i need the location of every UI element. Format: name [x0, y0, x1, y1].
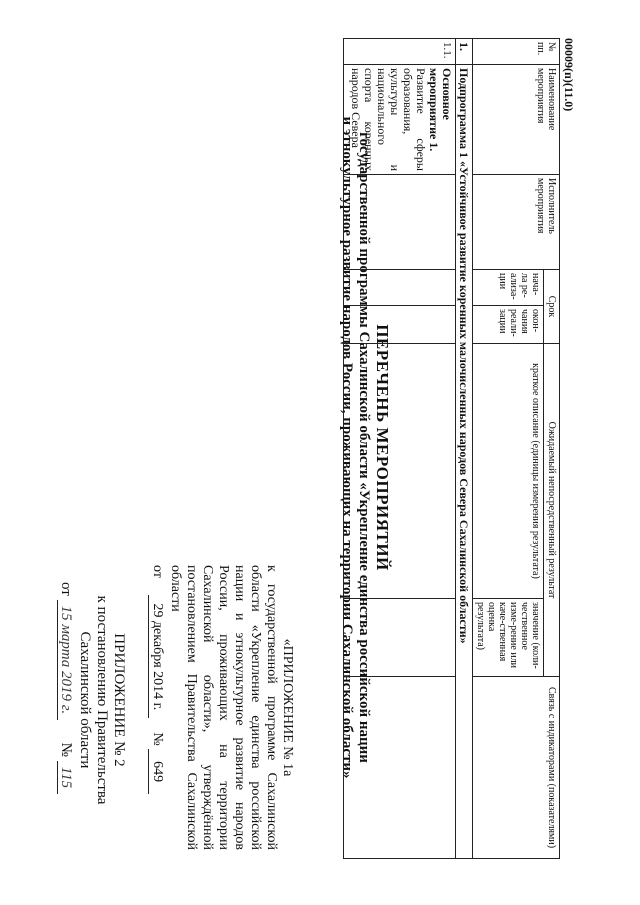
row-executor	[344, 175, 456, 270]
appendix-1a-number: 649	[148, 749, 165, 794]
title-line-1: ПЕРЕЧЕНЬ МЕРОПРИЯТИЙ	[373, 324, 392, 571]
appendix-2-number-prefix: №	[58, 742, 74, 757]
header-term: Срок	[544, 270, 560, 344]
appendix-1a-block	[148, 565, 295, 850]
table-row	[344, 39, 456, 859]
row-term-start	[344, 270, 456, 306]
row-name-cell	[344, 65, 456, 175]
row-result-value	[344, 599, 456, 677]
header-term-start: нача-ла ре-ализа-ции	[473, 270, 544, 306]
header-result-short: краткое описание (единицы измерения результата)	[473, 344, 544, 599]
appendix-1a-number-prefix: №	[150, 732, 165, 746]
measures-table	[343, 38, 560, 859]
appendix-1a-body: к государственной программе Сахалинской области «Укрепление единства российской нации и этнокультурное развитие народов России, проживающих на территории Сахалинской области», утверждённой постановлением Правительства Сахалинской области	[168, 565, 279, 850]
appendix-1a-title: «ПРИЛОЖЕНИЕ № 1а	[280, 638, 295, 777]
row-number: 1.1.	[344, 39, 456, 65]
row-indicators	[344, 677, 456, 859]
appendix-2-date-prefix: от	[58, 582, 74, 596]
header-indicators: Связь с индикаторами (показателями)	[473, 677, 560, 859]
appendix-1a-date-prefix: от	[150, 565, 165, 578]
header-executor: Исполнитель мероприятия	[473, 175, 560, 270]
appendix-2-number: 115	[57, 761, 74, 794]
appendix-2-date-line	[57, 560, 74, 840]
footer-code: 00009(п)(11.0)	[562, 38, 576, 112]
row-body: Развитие сферы образования, культуры и национального спорта коренных народов Севера	[349, 68, 428, 171]
subprogram-title: Подпрограмма 1 «Устойчивое развитие коренных малочисленных народов Севера Сахалинской области»	[456, 65, 473, 859]
header-num: № пп.	[473, 39, 560, 65]
table-header-row-1	[544, 39, 560, 859]
table-row-subprogram	[456, 39, 473, 859]
header-name: Наименование мероприятия	[473, 65, 560, 175]
row-result-short	[344, 344, 456, 599]
appendix-2-title: ПРИЛОЖЕНИЕ № 2	[111, 633, 127, 767]
title-line-2: государственной программы Сахалинской области «Укрепление единства российской нации	[356, 132, 372, 763]
row-title: Основное мероприятие 1.	[427, 68, 454, 152]
row-term-end	[344, 306, 456, 344]
appendix-2-line2: Сахалинской области	[77, 631, 93, 769]
header-term-end: окон-чания реали-зации	[473, 306, 544, 344]
appendix-1a-date-line	[148, 565, 165, 850]
appendix-2-block	[57, 560, 127, 840]
title-line-3: и этнокультурное развитие народов России, проживающих на территории Сахалинской области»	[339, 116, 355, 779]
header-result: Ожидаемый непосредственный результат	[544, 344, 560, 677]
appendix-2-date: 15 марта 2019 г.	[57, 600, 74, 721]
appendix-1a-date: 29 декабря 2014 г.	[148, 595, 165, 718]
appendix-2-line1: к постановлению Правительства	[94, 595, 110, 805]
subprogram-number: 1.	[456, 39, 473, 65]
header-result-value: значение (коли-чественное изме-рение или каче-ственная оценка результата)	[473, 599, 544, 677]
